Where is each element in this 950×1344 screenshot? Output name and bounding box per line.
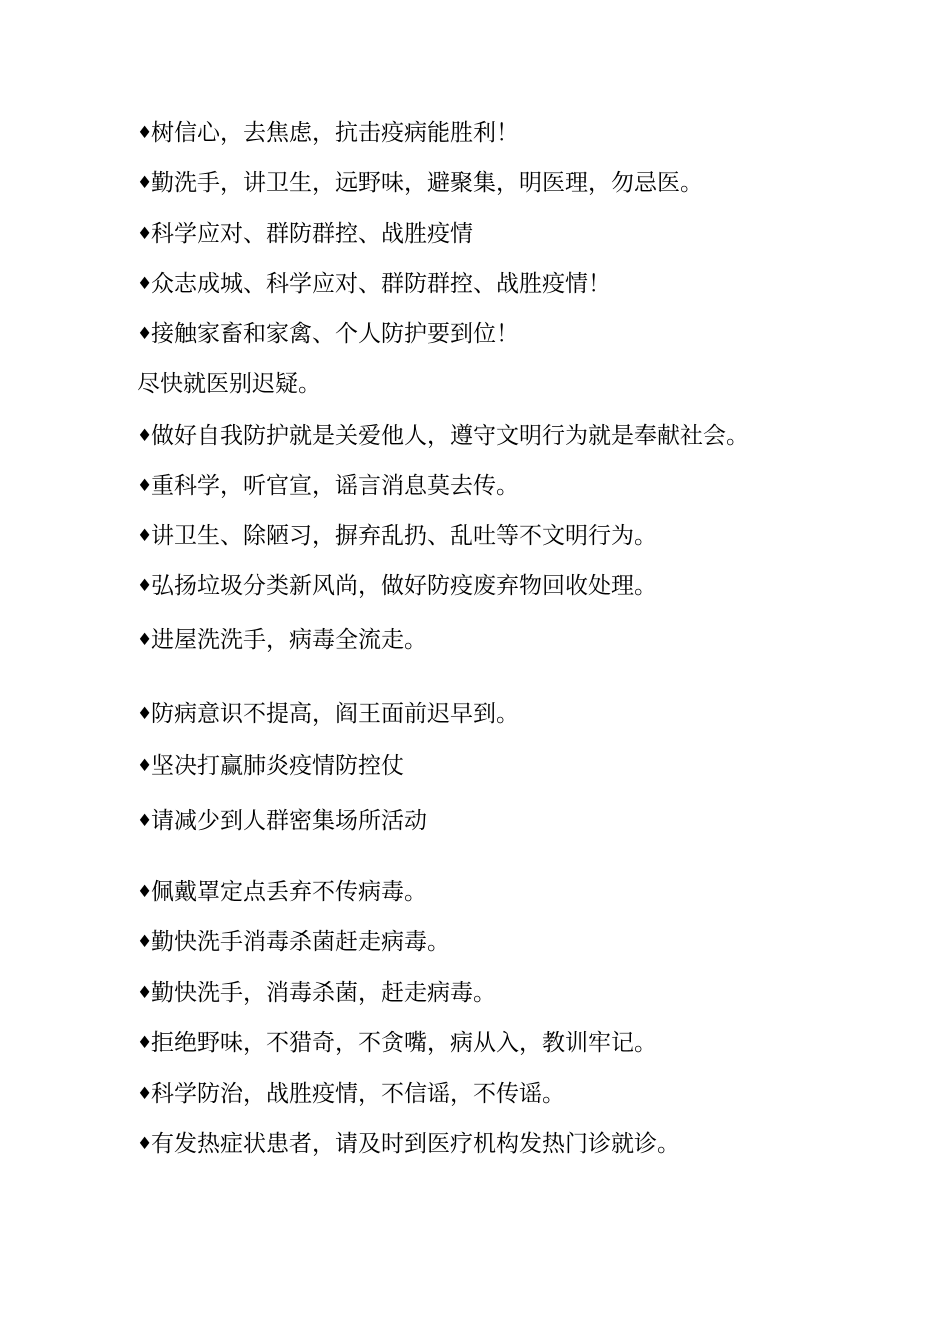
diamond-bullet-icon: ♦ <box>137 704 153 724</box>
diamond-bullet-icon: ♦ <box>137 983 153 1003</box>
slogan-text: 有发热症状患者，请及时到医疗机构发热门诊就诊。 <box>151 1131 680 1157</box>
diamond-bullet-icon: ♦ <box>137 1084 153 1104</box>
slogan-line <box>137 368 321 400</box>
diamond-bullet-icon: ♦ <box>137 476 153 496</box>
slogan-text: 佩戴罩定点丢弃不传病毒。 <box>151 879 427 905</box>
slogan-text: 讲卫生、除陋习，摒弃乱扔、乱吐等不文明行为。 <box>151 523 657 549</box>
diamond-bullet-icon: ♦ <box>137 1134 153 1154</box>
slogan-line <box>137 167 703 199</box>
diamond-bullet-icon: ♦ <box>137 576 153 596</box>
slogan-line <box>137 624 427 656</box>
slogan-text: 做好自我防护就是关爱他人，遵守文明行为就是奉献社会。 <box>151 423 749 449</box>
slogan-line <box>137 926 450 958</box>
diamond-bullet-icon: ♦ <box>137 630 153 650</box>
slogan-line <box>137 750 404 782</box>
slogan-line <box>137 318 519 350</box>
diamond-bullet-icon: ♦ <box>137 123 153 143</box>
diamond-bullet-icon: ♦ <box>137 324 153 344</box>
slogan-text: 科学防治，战胜疫情，不信谣，不传谣。 <box>151 1081 565 1107</box>
slogan-line <box>137 1128 680 1160</box>
slogan-text: 勤洗手，讲卫生，远野味，避聚集，明医理，勿忌医。 <box>151 170 703 196</box>
diamond-bullet-icon: ♦ <box>137 526 153 546</box>
slogan-text: 尽快就医别迟疑。 <box>137 371 321 397</box>
slogan-text: 勤快洗手，消毒杀菌，赶走病毒。 <box>151 980 496 1006</box>
slogan-line <box>137 470 519 502</box>
slogan-line <box>137 805 427 837</box>
slogan-text: 接触家畜和家禽、个人防护要到位！ <box>151 321 519 347</box>
slogan-line <box>137 1027 657 1059</box>
slogan-text: 弘扬垃圾分类新风尚，做好防疫废弃物回收处理。 <box>151 573 657 599</box>
diamond-bullet-icon: ♦ <box>137 756 153 776</box>
diamond-bullet-icon: ♦ <box>137 173 153 193</box>
slogan-line <box>137 268 611 300</box>
diamond-bullet-icon: ♦ <box>137 932 153 952</box>
slogan-line <box>137 520 657 552</box>
diamond-bullet-icon: ♦ <box>137 426 153 446</box>
slogan-line <box>137 977 496 1009</box>
slogan-line <box>137 218 473 250</box>
slogan-text: 坚决打赢肺炎疫情防控仗 <box>151 753 404 779</box>
slogan-text: 防病意识不提高，阎王面前迟早到。 <box>151 701 519 727</box>
slogan-text: 树信心，去焦虑，抗击疫病能胜利！ <box>151 120 519 146</box>
slogan-text: 进屋洗洗手，病毒全流走。 <box>151 627 427 653</box>
slogan-text: 请减少到人群密集场所活动 <box>151 808 427 834</box>
slogan-line <box>137 876 427 908</box>
slogan-text: 勤快洗手消毒杀菌赶走病毒。 <box>151 929 450 955</box>
diamond-bullet-icon: ♦ <box>137 811 153 831</box>
slogan-text: 拒绝野味，不猎奇，不贪嘴，病从入，教训牢记。 <box>151 1030 657 1056</box>
slogan-line <box>137 420 749 452</box>
diamond-bullet-icon: ♦ <box>137 224 153 244</box>
diamond-bullet-icon: ♦ <box>137 274 153 294</box>
diamond-bullet-icon: ♦ <box>137 1033 153 1053</box>
diamond-bullet-icon: ♦ <box>137 882 153 902</box>
slogan-line <box>137 117 519 149</box>
slogan-line <box>137 570 657 602</box>
slogan-text: 科学应对、群防群控、战胜疫情 <box>151 221 473 247</box>
slogan-text: 众志成城、科学应对、群防群控、战胜疫情！ <box>151 271 611 297</box>
slogan-text: 重科学，听官宣，谣言消息莫去传。 <box>151 473 519 499</box>
slogan-line <box>137 1078 565 1110</box>
slogan-line <box>137 698 519 730</box>
